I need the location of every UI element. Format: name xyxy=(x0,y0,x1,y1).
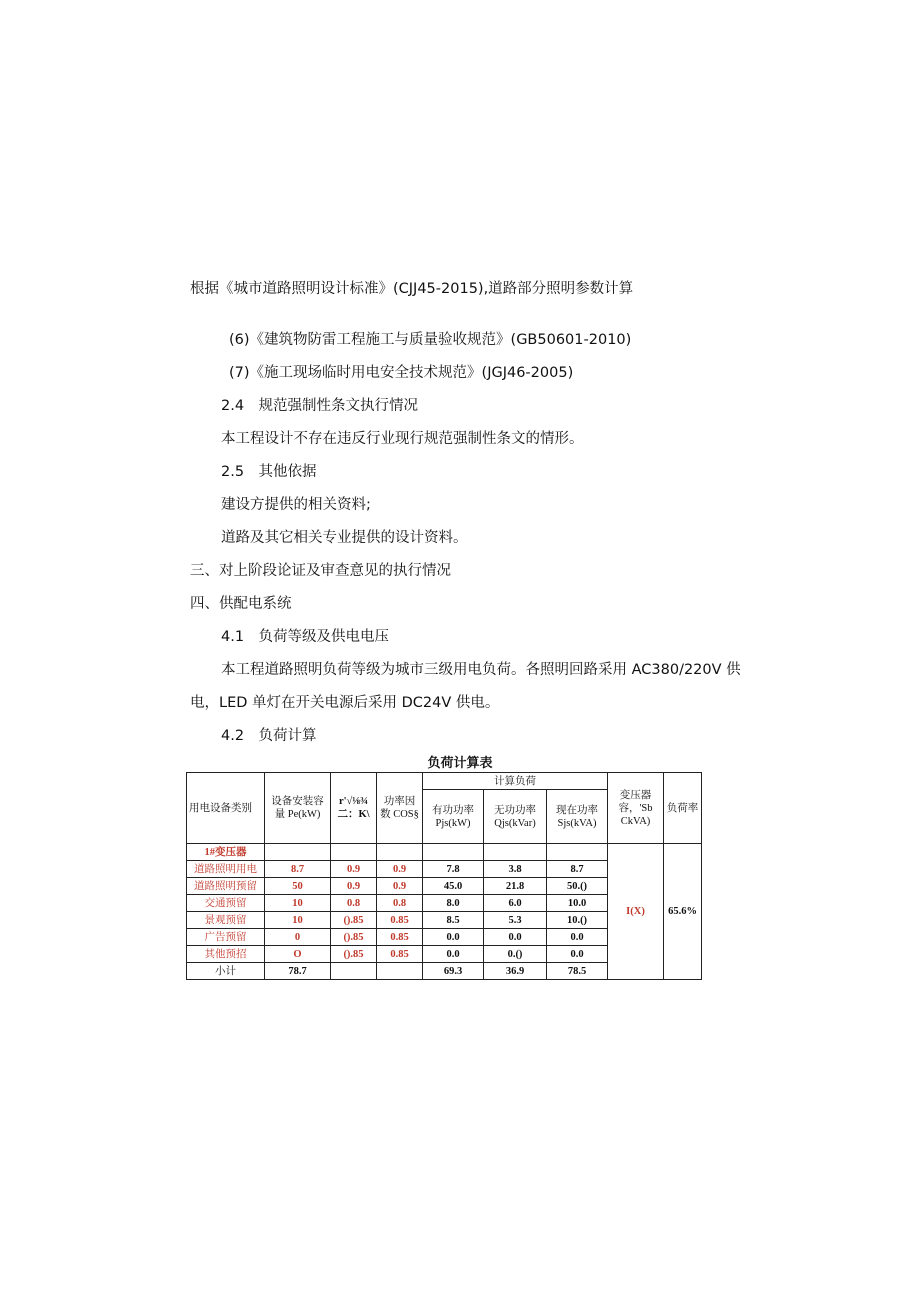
header-active-power: 有功功率 Pjs(kW) xyxy=(423,790,484,844)
transformer-capacity: I(X) xyxy=(608,844,664,980)
row-apparent-power: 78.5 xyxy=(547,963,608,980)
row-power-factor: 0.85 xyxy=(377,929,423,946)
row-demand-factor: ().85 xyxy=(331,946,377,963)
row-apparent-power: 0.0 xyxy=(547,946,608,963)
chapter-3-heading: 三、对上阶段论证及审查意见的执行情况 xyxy=(190,563,451,579)
chapter-4-heading: 四、供配电系统 xyxy=(190,596,292,612)
header-power-factor: 功率因数 COS§ xyxy=(377,773,423,844)
header-category: 用电设备类别 xyxy=(187,773,265,844)
row-demand-factor xyxy=(331,844,377,861)
section-4-1-heading: 4.1 负荷等级及供电电压 xyxy=(221,629,390,645)
row-active-power: 0.0 xyxy=(423,946,484,963)
header-reactive-power: 无功功率 Qjs(kVar) xyxy=(484,790,547,844)
row-capacity: 8.7 xyxy=(265,861,331,878)
row-demand-factor: 0.9 xyxy=(331,861,377,878)
header-capacity: 设备安装容量 Pe(kW) xyxy=(265,773,331,844)
row-apparent-power: 0.0 xyxy=(547,929,608,946)
row-capacity: 0 xyxy=(265,929,331,946)
section-2-4-body: 本工程设计不存在违反行业现行规范强制性条文的情形。 xyxy=(221,431,584,447)
reference-item-7: (7)《施工现场临时用电安全技术规范》(JGJ46-2005) xyxy=(229,365,574,381)
load-calculation-table xyxy=(186,772,702,980)
row-category: 小计 xyxy=(187,963,265,980)
row-power-factor xyxy=(377,963,423,980)
reference-note: 根据《城市道路照明设计标准》(CJJ45-2015),道路部分照明参数计算 xyxy=(190,281,634,297)
row-demand-factor xyxy=(331,963,377,980)
row-apparent-power: 10.() xyxy=(547,912,608,929)
row-category: 交通预留 xyxy=(187,895,265,912)
reference-item-6: (6)《建筑物防雷工程施工与质量验收规范》(GB50601-2010) xyxy=(229,332,632,348)
row-category: 1#变压器 xyxy=(187,844,265,861)
row-apparent-power: 10.0 xyxy=(547,895,608,912)
section-2-5-item-1: 建设方提供的相关资料; xyxy=(221,497,371,513)
row-active-power xyxy=(423,844,484,861)
header-load-rate: 负荷率 xyxy=(664,773,702,844)
row-power-factor: 0.85 xyxy=(377,912,423,929)
header-demand-factor: r'√⅛¾ 二：K\ xyxy=(331,773,377,844)
section-2-5-heading: 2.5 其他依据 xyxy=(221,464,317,480)
row-capacity: 10 xyxy=(265,912,331,929)
row-capacity xyxy=(265,844,331,861)
row-capacity: 78.7 xyxy=(265,963,331,980)
row-active-power: 45.0 xyxy=(423,878,484,895)
row-reactive-power: 5.3 xyxy=(484,912,547,929)
row-capacity: 50 xyxy=(265,878,331,895)
table-caption: 负荷计算表 xyxy=(427,755,493,770)
row-apparent-power: 50.() xyxy=(547,878,608,895)
row-reactive-power: 0.0 xyxy=(484,929,547,946)
row-power-factor: 0.9 xyxy=(377,878,423,895)
load-rate: 65.6% xyxy=(664,844,702,980)
section-2-5-item-2: 道路及其它相关专业提供的设计资料。 xyxy=(221,530,468,546)
row-demand-factor: ().85 xyxy=(331,912,377,929)
row-reactive-power: 6.0 xyxy=(484,895,547,912)
row-apparent-power: 8.7 xyxy=(547,861,608,878)
header-apparent-power: 现在功率 Sjs(kVA) xyxy=(547,790,608,844)
header-calculated-load: 计算负荷 xyxy=(423,773,608,790)
section-4-1-body-line-2: 电，LED 单灯在开关电源后采用 DC24V 供电。 xyxy=(190,695,500,711)
row-power-factor: 0.8 xyxy=(377,895,423,912)
row-power-factor xyxy=(377,844,423,861)
row-demand-factor: 0.8 xyxy=(331,895,377,912)
row-demand-factor: 0.9 xyxy=(331,878,377,895)
row-category: 道路照明用电 xyxy=(187,861,265,878)
row-reactive-power: 21.8 xyxy=(484,878,547,895)
row-active-power: 7.8 xyxy=(423,861,484,878)
row-capacity: O xyxy=(265,946,331,963)
row-category: 广告预留 xyxy=(187,929,265,946)
row-reactive-power: 0.() xyxy=(484,946,547,963)
section-4-2-heading: 4.2 负荷计算 xyxy=(221,728,317,744)
row-reactive-power xyxy=(484,844,547,861)
row-demand-factor: ().85 xyxy=(331,929,377,946)
section-4-1-body-line-1: 本工程道路照明负荷等级为城市三级用电负荷。各照明回路采用 AC380/220V 供 xyxy=(221,662,741,678)
row-reactive-power: 3.8 xyxy=(484,861,547,878)
row-active-power: 0.0 xyxy=(423,929,484,946)
row-category: 其他预招 xyxy=(187,946,265,963)
row-capacity: 10 xyxy=(265,895,331,912)
row-apparent-power xyxy=(547,844,608,861)
row-power-factor: 0.85 xyxy=(377,946,423,963)
row-power-factor: 0.9 xyxy=(377,861,423,878)
section-2-4-heading: 2.4 规范强制性条文执行情况 xyxy=(221,398,419,414)
row-category: 景观预留 xyxy=(187,912,265,929)
header-transformer: 变压器容，'Sb CkVA) xyxy=(608,773,664,844)
row-active-power: 69.3 xyxy=(423,963,484,980)
row-active-power: 8.0 xyxy=(423,895,484,912)
row-reactive-power: 36.9 xyxy=(484,963,547,980)
table-row xyxy=(187,844,702,861)
row-active-power: 8.5 xyxy=(423,912,484,929)
row-category: 道路照明预留 xyxy=(187,878,265,895)
